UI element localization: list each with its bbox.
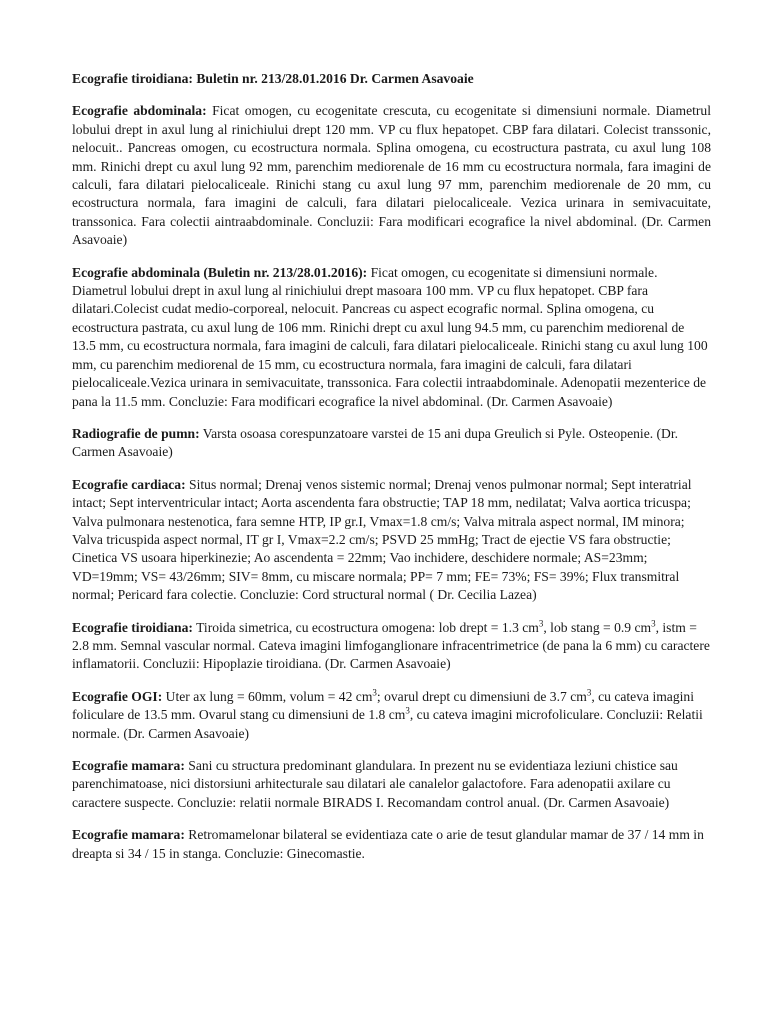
section-ecografie-cardiaca bbox=[72, 476, 711, 605]
superscript: 3 bbox=[538, 618, 544, 629]
superscript: 3 bbox=[651, 618, 656, 629]
section-body-part: , cu cateva imagini microfoliculare. Concluzii: Relatii normale. (Dr. Carmen Asavoaie) bbox=[72, 707, 703, 741]
document-title: Ecografie tiroidiana: Buletin nr. 213/28.01.2016 Dr. Carmen Asavoaie bbox=[72, 71, 474, 86]
section-body: Retromamelonar bilateral se evidentiaza cate o arie de tesut glandular mamar de 37 / 14 mm in dreapta si 34 / 15 in stanga. Concluzie: Ginecomastie. bbox=[72, 827, 704, 861]
superscript: 3 bbox=[405, 705, 410, 716]
section-ecografie-tiroidiana bbox=[72, 619, 711, 674]
section-heading: Ecografie OGI: bbox=[72, 688, 163, 704]
section-body-part: ; ovarul drept cu dimensiuni de 3.7 cm bbox=[376, 688, 587, 704]
section-heading: Ecografie mamara: bbox=[72, 758, 185, 773]
section-body: Ficat omogen, cu ecogenitate si dimensiuni normale. Diametrul lobului drept in axul lung al rinichiului drept masoara 100 mm. VP cu flux hepatopet. CBP fara dilatari.Colecist cudat medio-corporeal, nelocuit. Pancreas cu aspect ecografic normal. Splina omogena, cu ecostructura pastrata, cu axul lung de 106 mm. Rinichi drept cu axul lung 94.5 mm, cu parenchim mediorenal de 13.5 mm, cu ecostructura normala, fara imagini de calculi, fara dilatari pielocaliceale. Rinichi stang cu axul lung 100 mm, cu parenchim mediorenal de 15 mm, cu ecostructura normala, fara imagini de calculi, fara dilatari pielocaliceale.Vezica urinara in semivacuitate, transsonica. Fara colectii intraabdominale. Adenopatii mezenterice de pana la 11.5 mm. Concluzie: Fara modificari ecografice la nivel abdominal. (Dr. Carmen Asavoaie) bbox=[72, 264, 708, 409]
document-page bbox=[72, 70, 711, 877]
section-body: Varsta osoasa corespunzatoare varstei de 15 ani dupa Greulich si Pyle. Osteopenie. (Dr. Carmen Asavoaie) bbox=[72, 425, 679, 460]
section-body-part: Tiroida simetrica, cu ecostructura omogena: lob drept = 1.3 cm bbox=[196, 619, 539, 635]
section-body-part: Uter ax lung = 60mm, volum = 42 cm bbox=[165, 688, 373, 704]
section-body-part: , cu cateva imagini foliculare de 13.5 mm. Ovarul stang cu dimensiuni de 1.8 cm bbox=[72, 688, 694, 723]
section-body: Ficat omogen, cu ecogenitate crescuta, cu ecogenitate si dimensiuni normale. Diametrul lobului drept in axul lung al rinichiului drept 120 mm. VP cu flux hepatopet. CBP fara dilatari. Colecist transsonic, nelocuit.. Pancreas omogen, cu ecostructura normala. Splina omogena, cu ecostructura pastrata, cu axul lung 108 mm. Rinichi drept cu axul lung 92 mm, parenchim mediorenale de 16 mm cu ecostructura normala, fara imagini de calculi, fara dilatari pielocaliceale. Rinichi stang cu axul lung 97 mm, parenchim mediorenale de 20 mm, cu ecostructura normala, fara imagini de calculi, fara dilatari pielocaliceale. Vezica urinara in semivacuitate, transsonica. Fara colectii aintraabdominale. Concluzii: Fara modificari ecografice la nivel abdominal. (Dr. Carmen Asavoaie) bbox=[72, 103, 711, 248]
section-ecografie-abdominala-1 bbox=[72, 102, 711, 249]
section-heading: Ecografie tiroidiana: bbox=[72, 619, 193, 635]
section-heading: Ecografie cardiaca: bbox=[72, 476, 186, 492]
section-heading: Ecografie mamara: bbox=[72, 827, 185, 843]
section-heading: Ecografie abdominala (Buletin nr. 213/28.01.2016): bbox=[72, 264, 368, 280]
section-ecografie-abdominala-2 bbox=[72, 264, 711, 411]
section-ecografie-mamara-1 bbox=[72, 757, 711, 812]
section-body-part: , istm = 2.8 mm. Semnal vascular normal. Cateva imagini limfoganglionare infracentrimetrice (de pana la 6 mm) cu caractere inflamatorii. Concluzii: Hipoplazie tiroidiana. (Dr. Carmen Asavoaie) bbox=[72, 619, 710, 672]
section-ecografie-mamara-2 bbox=[72, 826, 711, 863]
section-heading: Radiografie de pumn: bbox=[72, 425, 200, 441]
section-ecografie-ogi bbox=[72, 688, 711, 743]
section-body: Sani cu structura predominant glandulara. In prezent nu se evidentiaza leziuni chistice sau parenchimatoase, nici distorsiuni arhitecturale sau dilatari ale canalelor galactofore. Fara adenopatii axilare cu caractere suspecte. Concluzie: relatii normale BIRADS I. Recomandam control anual. (Dr. Carmen Asavoaie) bbox=[72, 758, 678, 810]
superscript: 3 bbox=[372, 687, 377, 698]
section-heading: Ecografie abdominala: bbox=[72, 103, 207, 119]
section-radiografie-pumn bbox=[72, 425, 711, 462]
section-body-part: , lob stang = 0.9 cm bbox=[543, 619, 652, 635]
superscript: 3 bbox=[586, 687, 592, 698]
section-body: Situs normal; Drenaj venos sistemic normal; Drenaj venos pulmonar normal; Sept interatrial intact; Sept interventricular intact; Aorta ascendenta fara obstructie; TAP 18 mm, nedilatat; Valva aortica tricuspa; Valva pulmonara nestenotica, fara semne HTP, IP gr.I, Vmax=1.8 cm/s; Valva mitrala aspect normal, IM minora; Valva tricuspida aspect normal, IT gr I, Vmax=2.2 cm/s; PSVD 25 mmHg; Tract de ejectie VS fara obstructie; Cinetica VS usoara hiperkinezie; Ao ascendenta = 22mm; Vao inchidere, deschidere normale; AS=23mm; VD=19mm; VS= 43/26mm; SIV= 8mm, cu miscare normala; PP= 7 mm; FE= 73%; FS= 39%; Flux transmitral normal; Pericard fara colectie. Concluzie: Cord structural normal ( Dr. Cecilia Lazea) bbox=[72, 476, 692, 603]
